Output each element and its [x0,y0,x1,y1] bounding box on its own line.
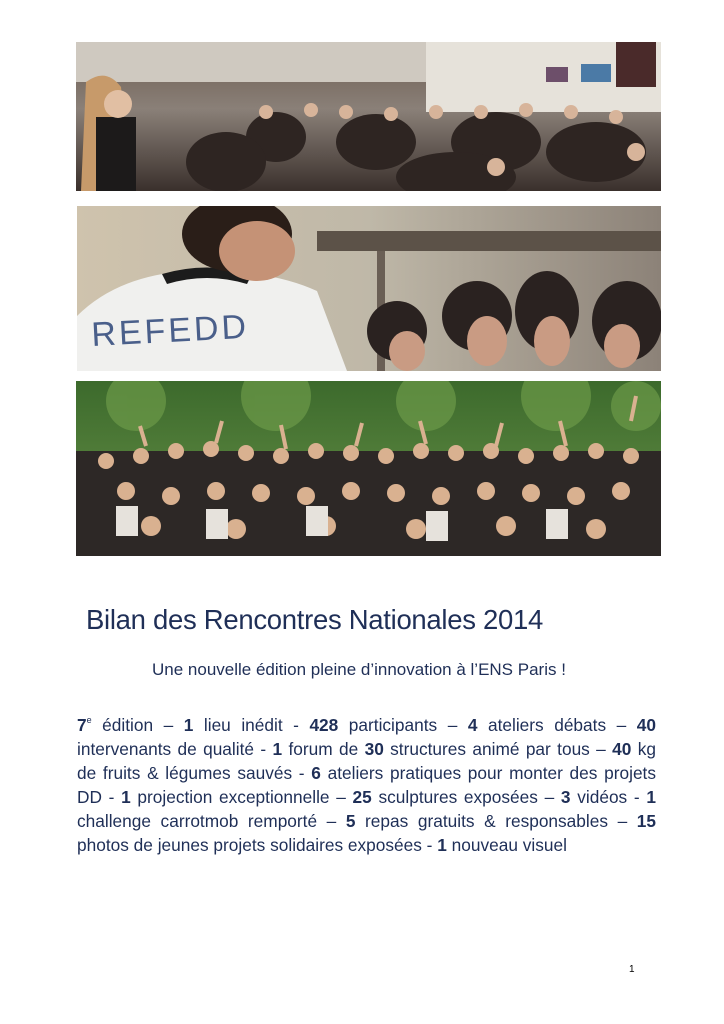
summary-number: 5 [345,811,356,831]
summary-number: 40 [612,739,632,759]
summary-number: 1 [272,739,283,759]
page-subtitle: Une nouvelle édition pleine d’innovation à l’ENS Paris ! [152,660,566,679]
summary-text: forum de [282,739,365,759]
summary-number: 7 [77,715,87,735]
summary-text: structures animé par tous – [383,739,613,759]
summary-text: kg de fruits & légumes sauvés - [77,739,656,783]
summary-number: 30 [364,739,384,759]
summary-text: participants – [338,715,468,735]
conference-photo [76,42,661,191]
refedd-photo [77,206,661,371]
summary-text: vidéos - [570,787,647,807]
summary-number: 15 [636,811,656,831]
summary-number: 3 [560,787,571,807]
summary-number: 6 [311,763,321,783]
summary-paragraph [77,713,656,857]
summary-text: challenge carrotmob remporté – [77,811,346,831]
summary-text: sculptures exposées – [371,787,561,807]
page-number: 1 [629,964,635,975]
summary-number: 428 [309,715,339,735]
summary-number: 4 [467,715,478,735]
summary-text: projection exceptionnelle – [130,787,353,807]
summary-text: ateliers débats – [477,715,637,735]
summary-number: 1 [646,787,656,807]
summary-number: 25 [352,787,372,807]
shirt-text: REFEDD [90,307,250,354]
summary-text: photos de jeunes projets solidaires exposées - [77,835,438,855]
summary-text: lieu inédit - [193,715,310,735]
summary-text: édition – [91,715,184,735]
summary-number: 40 [636,715,656,735]
summary-text: repas gratuits & responsables – [355,811,637,831]
summary-text: intervenants de qualité - [77,739,273,759]
summary-ordinal: e [86,715,92,725]
summary-number: 1 [437,835,447,855]
page-title: Bilan des Rencontres Nationales 2014 [86,604,543,635]
summary-text: ateliers pratiques pour monter des projets DD - [77,763,656,807]
summary-text: nouveau visuel [446,835,567,855]
summary-number: 1 [183,715,194,735]
group-photo [76,381,661,556]
summary-number: 1 [121,787,131,807]
